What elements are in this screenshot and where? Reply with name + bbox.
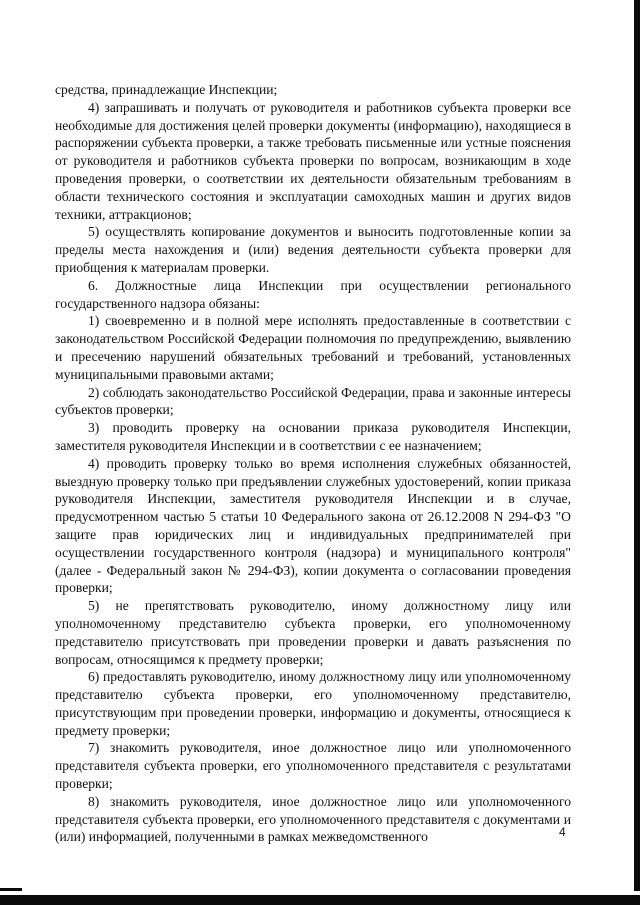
scan-border-right [634, 0, 640, 905]
paragraph-section-6-obligations: 6. Должностные лица Инспекции при осуществлении регионального государственного надзора обязаны: [55, 277, 571, 311]
paragraph-continuation: средства, принадлежащие Инспекции; [55, 82, 278, 97]
paragraph-obligation-5: 5) не препятствовать руководителю, иному должностному лицу или уполномоченному представителю субъекта проверки, его уполномоченному представителю присутствовать при проведении проверки и давать разъяснения по вопросам, относящимся к предмету проверки; [55, 598, 571, 667]
page-number: 4 [559, 825, 566, 839]
paragraph-obligation-4: 4) проводить проверку только во время исполнения служебных обязанностей, выездную проверку только при предъявлении служебных удостоверений, копии приказа руководителя Инспекции, заместителя руководителя Инспекции и в случае, предусмотренном частью 5 статьи 10 Федерального закона от 26.12.2008 N 294-ФЗ "О защите прав юридических лиц и индивидуальных предпринимателей при осуществлении государственного контроля (надзора) и муниципального контроля" (далее - Федеральный закон № 294-ФЗ), копии документа о согласовании проведения проверки; [55, 455, 571, 596]
paragraph-obligation-6: 6) предоставлять руководителю, иному должностному лицу или уполномоченному представителю субъекта проверки, его уполномоченному представителю, присутствующим при проведении проверки, информацию и документы, относящиеся к предмету проверки; [55, 669, 571, 738]
paragraph-item-5-copy-documents: 5) осуществлять копирование документов и выносить подготовленные копии за пределы места нахождения и (или) ведения деятельности субъекта проверки для приобщения к материалам проверки. [55, 224, 571, 275]
document-body [55, 81, 571, 846]
paragraph-obligation-8: 8) знакомить руководителя, иное должностное лицо или уполномоченного представителя субъекта проверки, его уполномоченного представителя с документами и (или) информацией, полученными в рамках межведомственного [55, 793, 571, 845]
paragraph-obligation-7: 7) знакомить руководителя, иное должностное лицо или уполномоченного представителя субъекта проверки, его уполномоченного представителя с результатами проверки; [55, 740, 571, 792]
paragraph-obligation-1: 1) своевременно и в полной мере исполнять предоставленные в соответствии с законодательством Российской Федерации полномочия по предупреждению, выявлению и пресечению нарушений обязательных требований и требований, установленных муниципальными правовыми актами; [55, 313, 571, 382]
paragraph-obligation-3: 3) проводить проверку на основании приказа руководителя Инспекции, заместителя руководителя Инспекции и в соответствии с ее назначением; [55, 420, 571, 453]
paragraph-item-4-request-documents: 4) запрашивать и получать от руководителя и работников субъекта проверки все необходимые для достижения целей проверки документы (информацию), находящиеся в распоряжении субъекта проверки, а также требовать письменные или устные пояснения от руководителя и работников субъекта проверки по вопросам, возникающим в ходе проведения проверки, о соответствии их деятельности обязательным требованиям в области технического состояния и эксплуатации самоходных машин и других видов техники, аттракционов; [55, 99, 571, 222]
scan-border-bottom [0, 891, 640, 905]
paragraph-obligation-2: 2) соблюдать законодательство Российской Федерации, права и законные интересы субъектов проверки; [55, 384, 571, 418]
